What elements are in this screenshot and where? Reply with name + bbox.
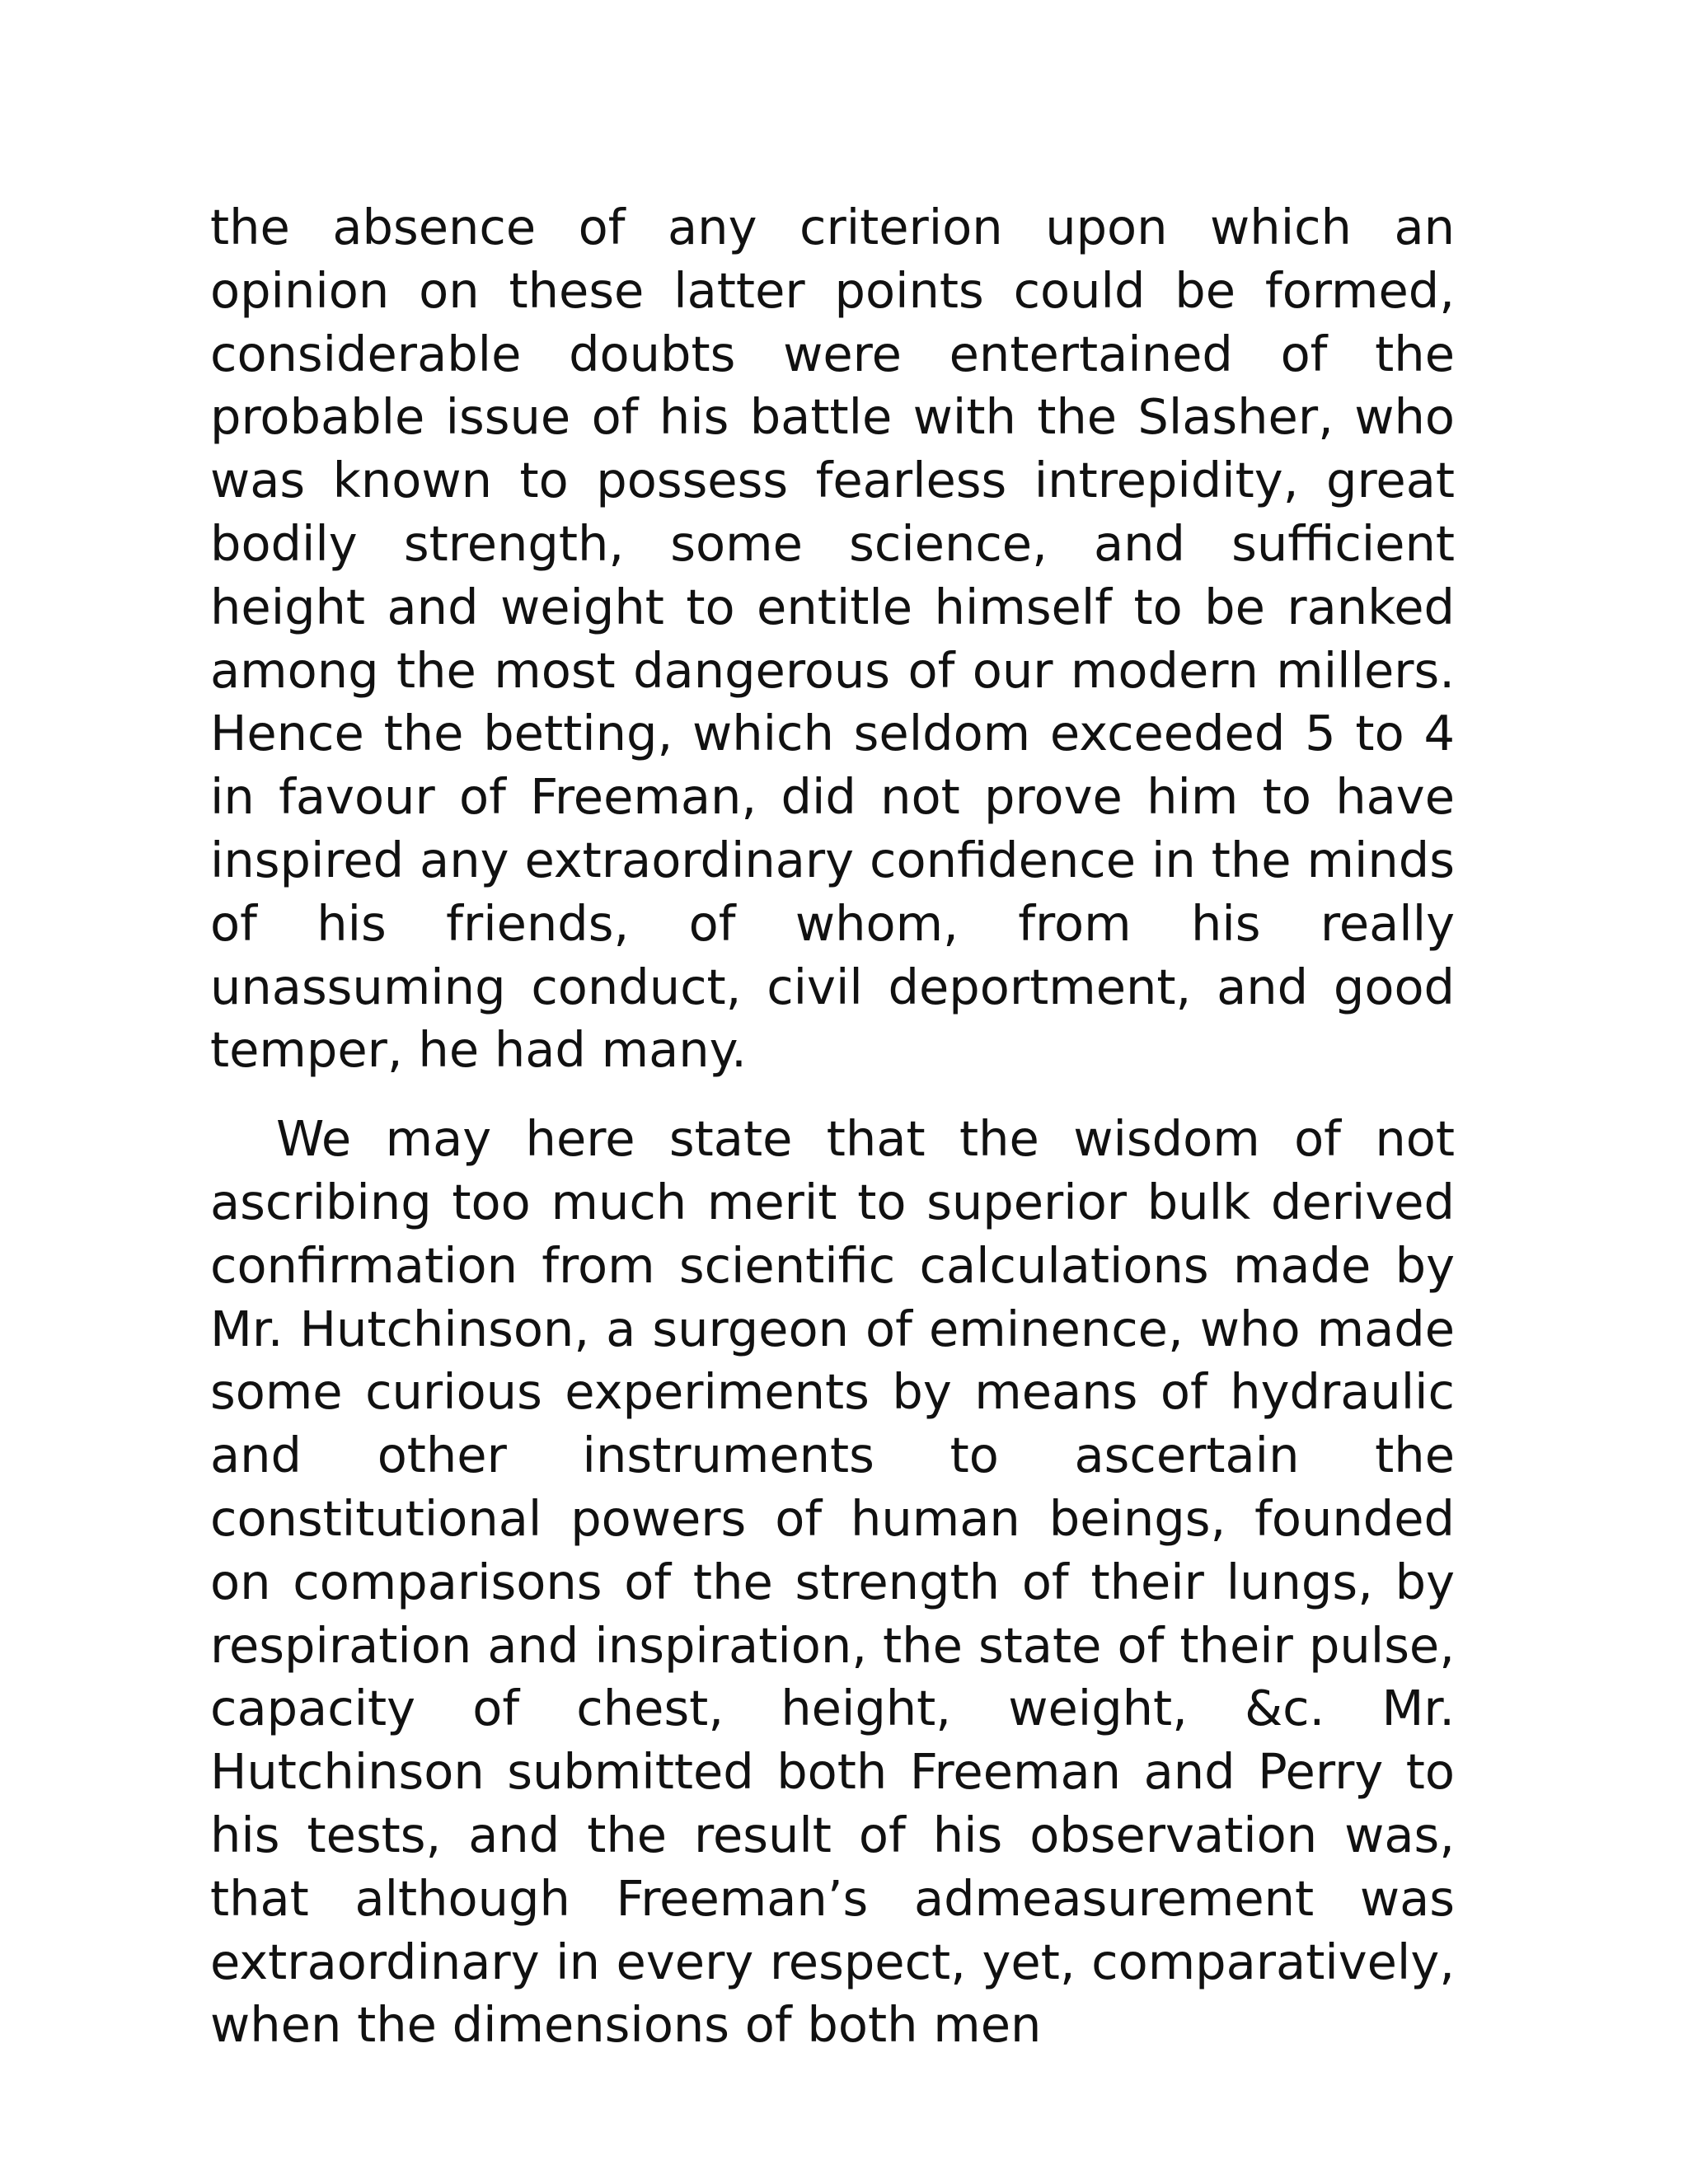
body-text <box>210 196 1455 2057</box>
paragraph-2: We may here state that the wisdom of not ascribing too much merit to superior bulk derived confirmation from scientific calculations made by Mr. Hutchinson, a surgeon of eminence, who made some curious experiments by means of hydraulic and other instruments to ascertain the constitutional powers of human beings, founded on comparisons of the strength of their lungs, by respiration and inspiration, the state of their pulse, capacity of chest, height, weight, &c. Mr. Hutchinson submitted both Freeman and Perry to his tests, and the result of his observation was, that although Freeman’s admeasurement was extraordinary in every respect, yet, comparatively, when the dimensions of both men <box>210 1110 1455 2054</box>
paragraph-1: the absence of any criterion upon which an opinion on these latter points could be formed, considerable doubts were entertained of the probable issue of his battle with the Slasher, who was known to possess fearless intrepidity, great bodily strength, some science, and sufficient height and weight to entitle himself to be ranked among the most dangerous of our modern millers. Hence the betting, which seldom exceeded 5 to 4 in favour of Freeman, did not prove him to have inspired any extraordinary confidence in the minds of his friends, of whom, from his really unassuming conduct, civil deportment, and good temper, he had many. <box>210 199 1455 1079</box>
